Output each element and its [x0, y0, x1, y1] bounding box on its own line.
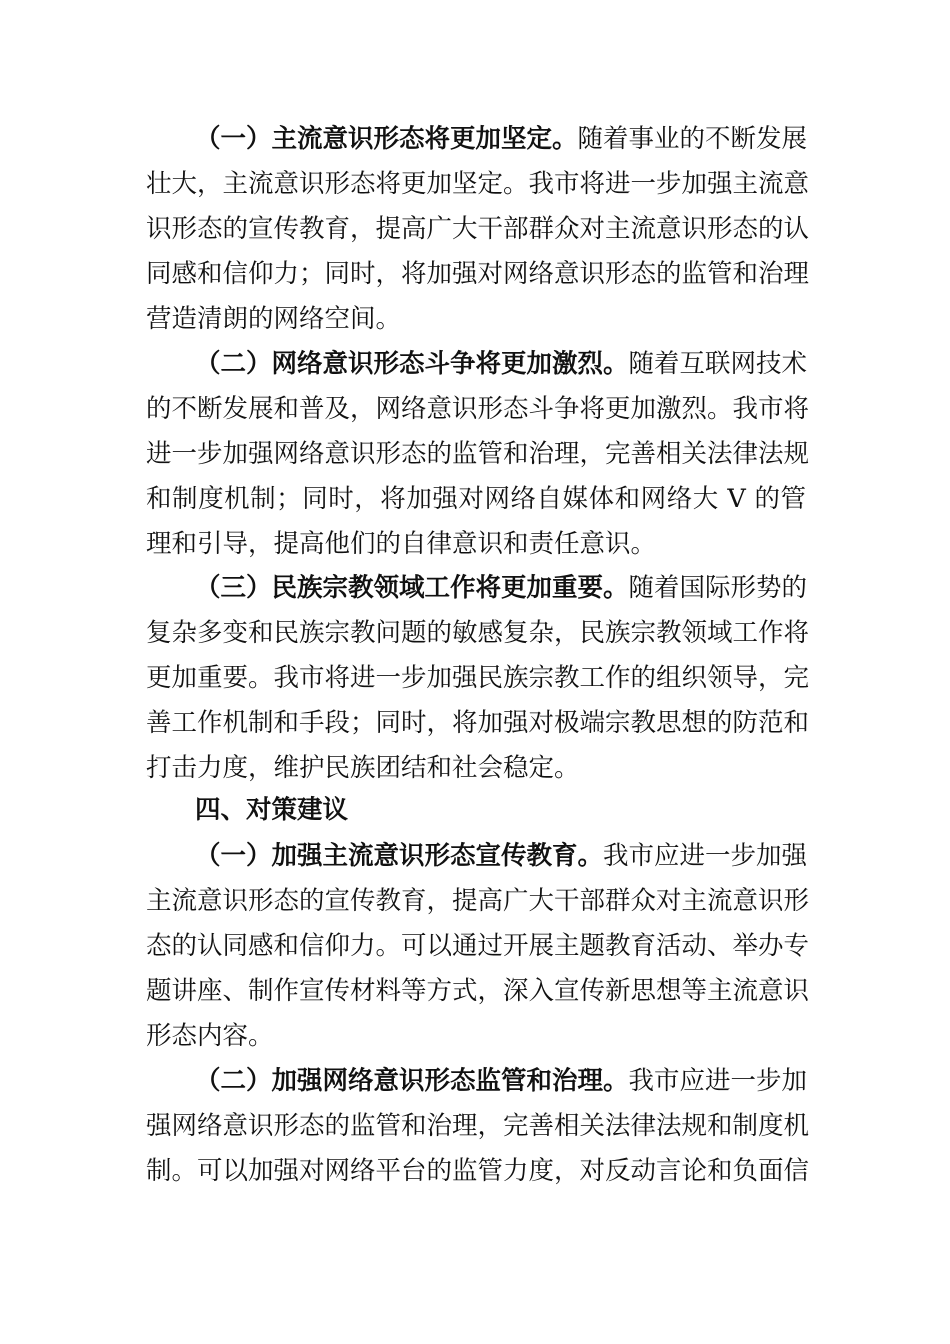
paragraph-lead: （一）加强主流意识形态宣传教育。 [195, 841, 604, 871]
paragraph-line: 更加重要。我市将进一步加强民族宗教工作的组织领导，完 [146, 663, 810, 693]
paragraph-text: 随着国际形势的 [628, 573, 808, 603]
paragraph-line: 的不断发展和普及，网络意识形态斗争将更加激烈。我市将 [146, 394, 810, 424]
paragraph-line: 理和引导，提高他们的自律意识和责任意识。 [146, 529, 657, 559]
paragraph-line: 复杂多变和民族宗教问题的敏感复杂，民族宗教领域工作将 [146, 618, 810, 648]
paragraph-text: 我市应进一步加强 [603, 841, 808, 871]
paragraph-line: 制。可以加强对网络平台的监管力度，对反动言论和负面信 [146, 1156, 810, 1186]
paragraph-line: 主流意识形态的宣传教育，提高广大干部群众对主流意识形 [146, 886, 810, 916]
paragraph-line [195, 566, 806, 610]
paragraph-line [195, 117, 806, 161]
paragraph-line: 和制度机制；同时，将加强对网络自媒体和网络大 V 的管 [146, 484, 806, 514]
paragraph-lead: （三）民族宗教领域工作将更加重要。 [195, 573, 629, 603]
paragraph-text: 我市应进一步加 [628, 1066, 808, 1096]
paragraph-line [195, 834, 806, 878]
paragraph-line: 同感和信仰力；同时，将加强对网络意识形态的监管和治理 [146, 259, 810, 289]
paragraph-lead: （一）主流意识形态将更加坚定。 [195, 124, 578, 154]
paragraph-line [195, 1059, 806, 1103]
paragraph-text: 随着事业的不断发展 [577, 124, 808, 154]
paragraph-lead: （二）加强网络意识形态监管和治理。 [195, 1066, 629, 1096]
paragraph-lead: （二）网络意识形态斗争将更加激烈。 [195, 349, 629, 379]
paragraph-line: 营造清朗的网络空间。 [146, 304, 402, 334]
paragraph-line: 强网络意识形态的监管和治理，完善相关法律法规和制度机 [146, 1111, 810, 1141]
paragraph-line [195, 342, 806, 386]
paragraph-line: 打击力度，维护民族团结和社会稳定。 [146, 753, 580, 783]
paragraph-line: 壮大，主流意识形态将更加坚定。我市将进一步加强主流意 [146, 169, 810, 199]
paragraph-text: 随着互联网技术 [628, 349, 808, 379]
paragraph-line: 善工作机制和手段；同时，将加强对极端宗教思想的防范和 [146, 708, 810, 738]
paragraph-line: 题讲座、制作宣传材料等方式，深入宣传新思想等主流意识 [146, 976, 810, 1006]
paragraph-line: 态的认同感和信仰力。可以通过开展主题教育活动、举办专 [146, 931, 810, 961]
paragraph-line: 形态内容。 [146, 1021, 274, 1051]
paragraph-line: 进一步加强网络意识形态的监管和治理，完善相关法律法规 [146, 439, 810, 469]
section-heading: 四、对策建议 [195, 795, 349, 825]
paragraph-line: 识形态的宣传教育，提高广大干部群众对主流意识形态的认 [146, 214, 810, 244]
